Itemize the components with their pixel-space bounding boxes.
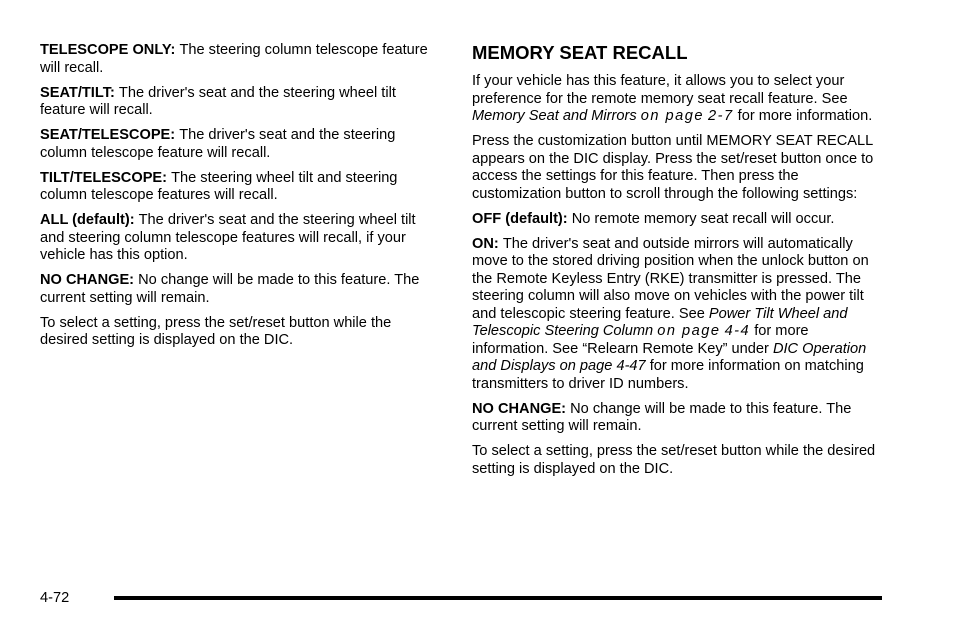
setting-description: No remote memory seat recall will occur. bbox=[571, 210, 835, 227]
body-text: for more information. bbox=[733, 108, 873, 124]
setting-description: The driver's seat and the steering column telescope feature will recall. bbox=[40, 127, 396, 161]
reference-page-number: 2-7 bbox=[708, 108, 734, 124]
reference-on-page: on page bbox=[657, 323, 721, 339]
setting-term: TILT/TELESCOPE: bbox=[40, 169, 168, 186]
footer-divider bbox=[114, 596, 882, 600]
setting-no-change bbox=[40, 272, 440, 307]
section-heading: MEMORY SEAT RECALL bbox=[472, 42, 688, 63]
setting-term: ON: bbox=[472, 235, 499, 252]
setting-seat-telescope bbox=[40, 127, 440, 162]
closing-instruction: To select a setting, press the set/reset button while the desired setting is displayed on the DIC. bbox=[472, 443, 876, 477]
left-column bbox=[40, 42, 440, 357]
setting-seat-tilt bbox=[40, 85, 440, 120]
reference-on-page: on page bbox=[559, 358, 613, 374]
setting-description: The steering column telescope feature will recall. bbox=[40, 42, 428, 76]
setting-term: TELESCOPE ONLY: bbox=[40, 42, 176, 58]
body-text: for more information on matching transmitters to driver ID numbers. bbox=[472, 358, 864, 392]
reference-page-number: 4-4 bbox=[724, 323, 751, 339]
intro-paragraph bbox=[472, 73, 877, 126]
page-number: 4-72 bbox=[40, 590, 70, 606]
setting-term: NO CHANGE: bbox=[472, 400, 567, 417]
body-text: for more information. See “Relearn Remote Key” under bbox=[472, 323, 809, 357]
setting-description: The driver's seat and the steering wheel tilt feature will recall. bbox=[40, 84, 396, 118]
setting-on bbox=[472, 236, 877, 394]
reference-page-number: 4-47 bbox=[616, 358, 646, 374]
setting-term: ALL (default): bbox=[40, 212, 135, 228]
closing-instruction: To select a setting, press the set/reset button while the desired setting is displayed on the DIC. bbox=[40, 314, 392, 348]
setting-all-default bbox=[40, 212, 440, 265]
press-paragraph: Press the customization button until MEMORY SEAT RECALL appears on the DIC display. Press the set/reset button once to access the settings for this feature. Then press the customization button to scroll through the following settings: bbox=[472, 133, 874, 202]
setting-term: SEAT/TILT: bbox=[40, 84, 115, 101]
setting-term: SEAT/TELESCOPE: bbox=[40, 127, 176, 143]
setting-description: The steering wheel tilt and steering column telescope features will recall. bbox=[40, 169, 398, 203]
setting-tilt-telescope bbox=[40, 170, 440, 205]
setting-description: No change will be made to this feature. The current setting will remain. bbox=[40, 272, 420, 306]
body-text: If your vehicle has this feature, it allows you to select your preference for the remote memory seat recall feature. See bbox=[472, 73, 848, 107]
setting-description: No change will be made to this feature. The current setting will remain. bbox=[472, 400, 852, 434]
setting-telescope-only bbox=[40, 42, 440, 77]
setting-no-change bbox=[472, 401, 877, 436]
setting-description: The driver's seat and outside mirrors will automatically move to the stored driving position when the unlock button on the Remote Keyless Entry (RKE) transmitter is pressed. The steering column will also move on vehicles with the power tilt and telescopic steering feature. See bbox=[472, 235, 869, 322]
reference-title: Memory Seat and Mirrors bbox=[472, 108, 637, 124]
reference-title: Power Tilt Wheel and Telescopic Steering Column bbox=[472, 305, 848, 339]
reference-on-page: on page bbox=[640, 108, 704, 124]
cross-reference-link[interactable] bbox=[472, 108, 734, 124]
setting-description: The driver's seat and the steering wheel tilt and steering column telescope features will recall, if your vehicle has this option. bbox=[40, 212, 416, 263]
setting-term: NO CHANGE: bbox=[40, 272, 135, 288]
setting-term: OFF (default): bbox=[472, 210, 568, 227]
reference-title: DIC Operation and Displays bbox=[472, 340, 867, 374]
setting-off-default bbox=[472, 211, 877, 229]
right-column bbox=[472, 42, 877, 486]
